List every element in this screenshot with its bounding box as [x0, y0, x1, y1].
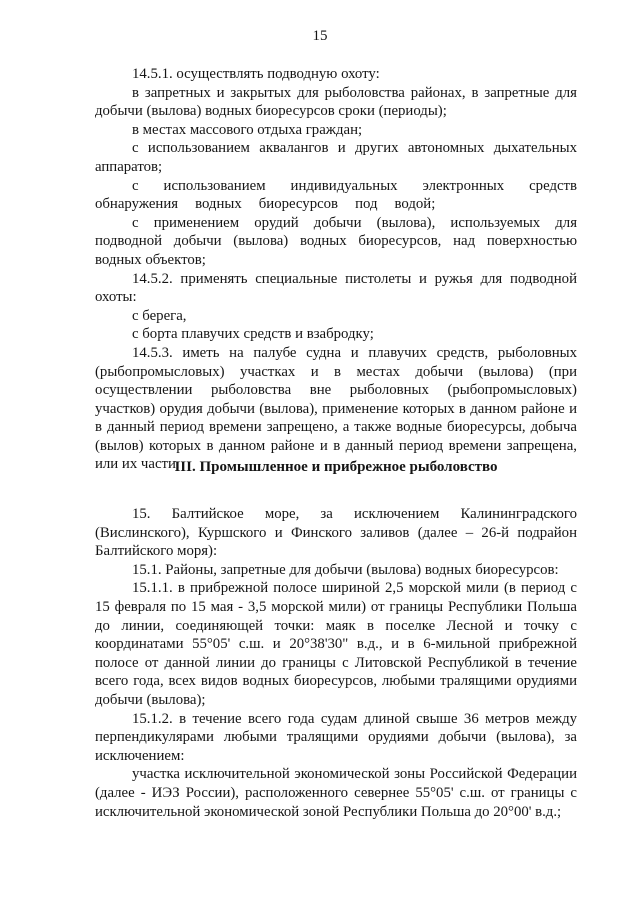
- paragraph-14-5-3: 14.5.3. иметь на палубе судна и плавучих средств, рыболовных (рыбопромысловых) участках и в местах добычи (вылова) (при осуществлении рыболовства вне рыболовных (рыбопромысловых) участков) орудия добычи (вылова), применение которых в данном районе и в данный период времени запрещено, а также водные биоресурсы, добыча (вылов) которых в данном районе и в данный период времени запрещена, или их части.: [95, 344, 577, 473]
- section-prohibitions-14-5: [95, 65, 577, 474]
- paragraph-electronic-means: с использованием индивидуальных электронных средств обнаружения водных биоресурсов под водой;: [95, 177, 577, 213]
- paragraph-14-5-2: 14.5.2. применять специальные пистолеты и ружья для подводной охоты:: [95, 270, 577, 306]
- paragraph-aqualungs: с использованием аквалангов и других автономных дыхательных аппаратов;: [95, 140, 577, 175]
- paragraph-15-1-2: 15.1.2. в течение всего года судам длиной свыше 36 метров между перпендикулярами любыми тралящими орудиями добычи (вылова), за исключением:: [95, 710, 577, 764]
- page-number: 15: [312, 28, 328, 44]
- paragraph-closed-areas: в запретных и закрытых для рыболовства районах, в запретные для добычи (вылова) водных биоресурсов сроки (периоды);: [95, 84, 577, 120]
- section-heading: III. Промышленное и прибрежное рыболовство: [174, 459, 498, 475]
- paragraph-from-shore: с берега,: [132, 307, 187, 324]
- paragraph-eez-exception: участка исключительной экономической зоны Российской Федерации (далее - ИЭЗ России), расположенного севернее 55°05' с.ш. от границы с исключительной экономической зоной Республики Польша до 20°00' в.д.;: [95, 766, 577, 820]
- paragraph-15: 15. Балтийское море, за исключением Калининградского (Вислинского), Куршского и Финского заливов (далее – 26-й подрайон Балтийского моря):: [95, 506, 577, 560]
- paragraph-fishing-gear-above-water: с применением орудий добычи (вылова), используемых для подводной добычи (вылова) водных биоресурсов, над поверхностью водных объектов;: [95, 214, 577, 268]
- paragraph-from-boats: с борта плавучих средств и взабродку;: [132, 326, 374, 343]
- paragraph-15-1-1: 15.1.1. в прибрежной полосе шириной 2,5 морской мили (в период с 15 февраля по 15 мая - 3,5 морской мили) от границы Республики Польша до линии, соединяющей точки: маяк в поселке Лесной и точку с координатами 55°05' с.ш. и 20°38'30" в.д., и в 6-мильной прибрежной полосе от данной линии до границы с Литовской Республикой в течение всего года, всех видов водных биоресурсов, любыми тралящими орудиями добычи (вылова);: [95, 580, 577, 708]
- section-baltic-sea-15: [95, 505, 577, 821]
- paragraph-recreation-places: в местах массового отдыха граждан;: [132, 121, 363, 138]
- paragraph-14-5-1: 14.5.1. осуществлять подводную охоту:: [132, 66, 380, 82]
- paragraph-15-1: 15.1. Районы, запретные для добычи (вылова) водных биоресурсов:: [132, 561, 559, 578]
